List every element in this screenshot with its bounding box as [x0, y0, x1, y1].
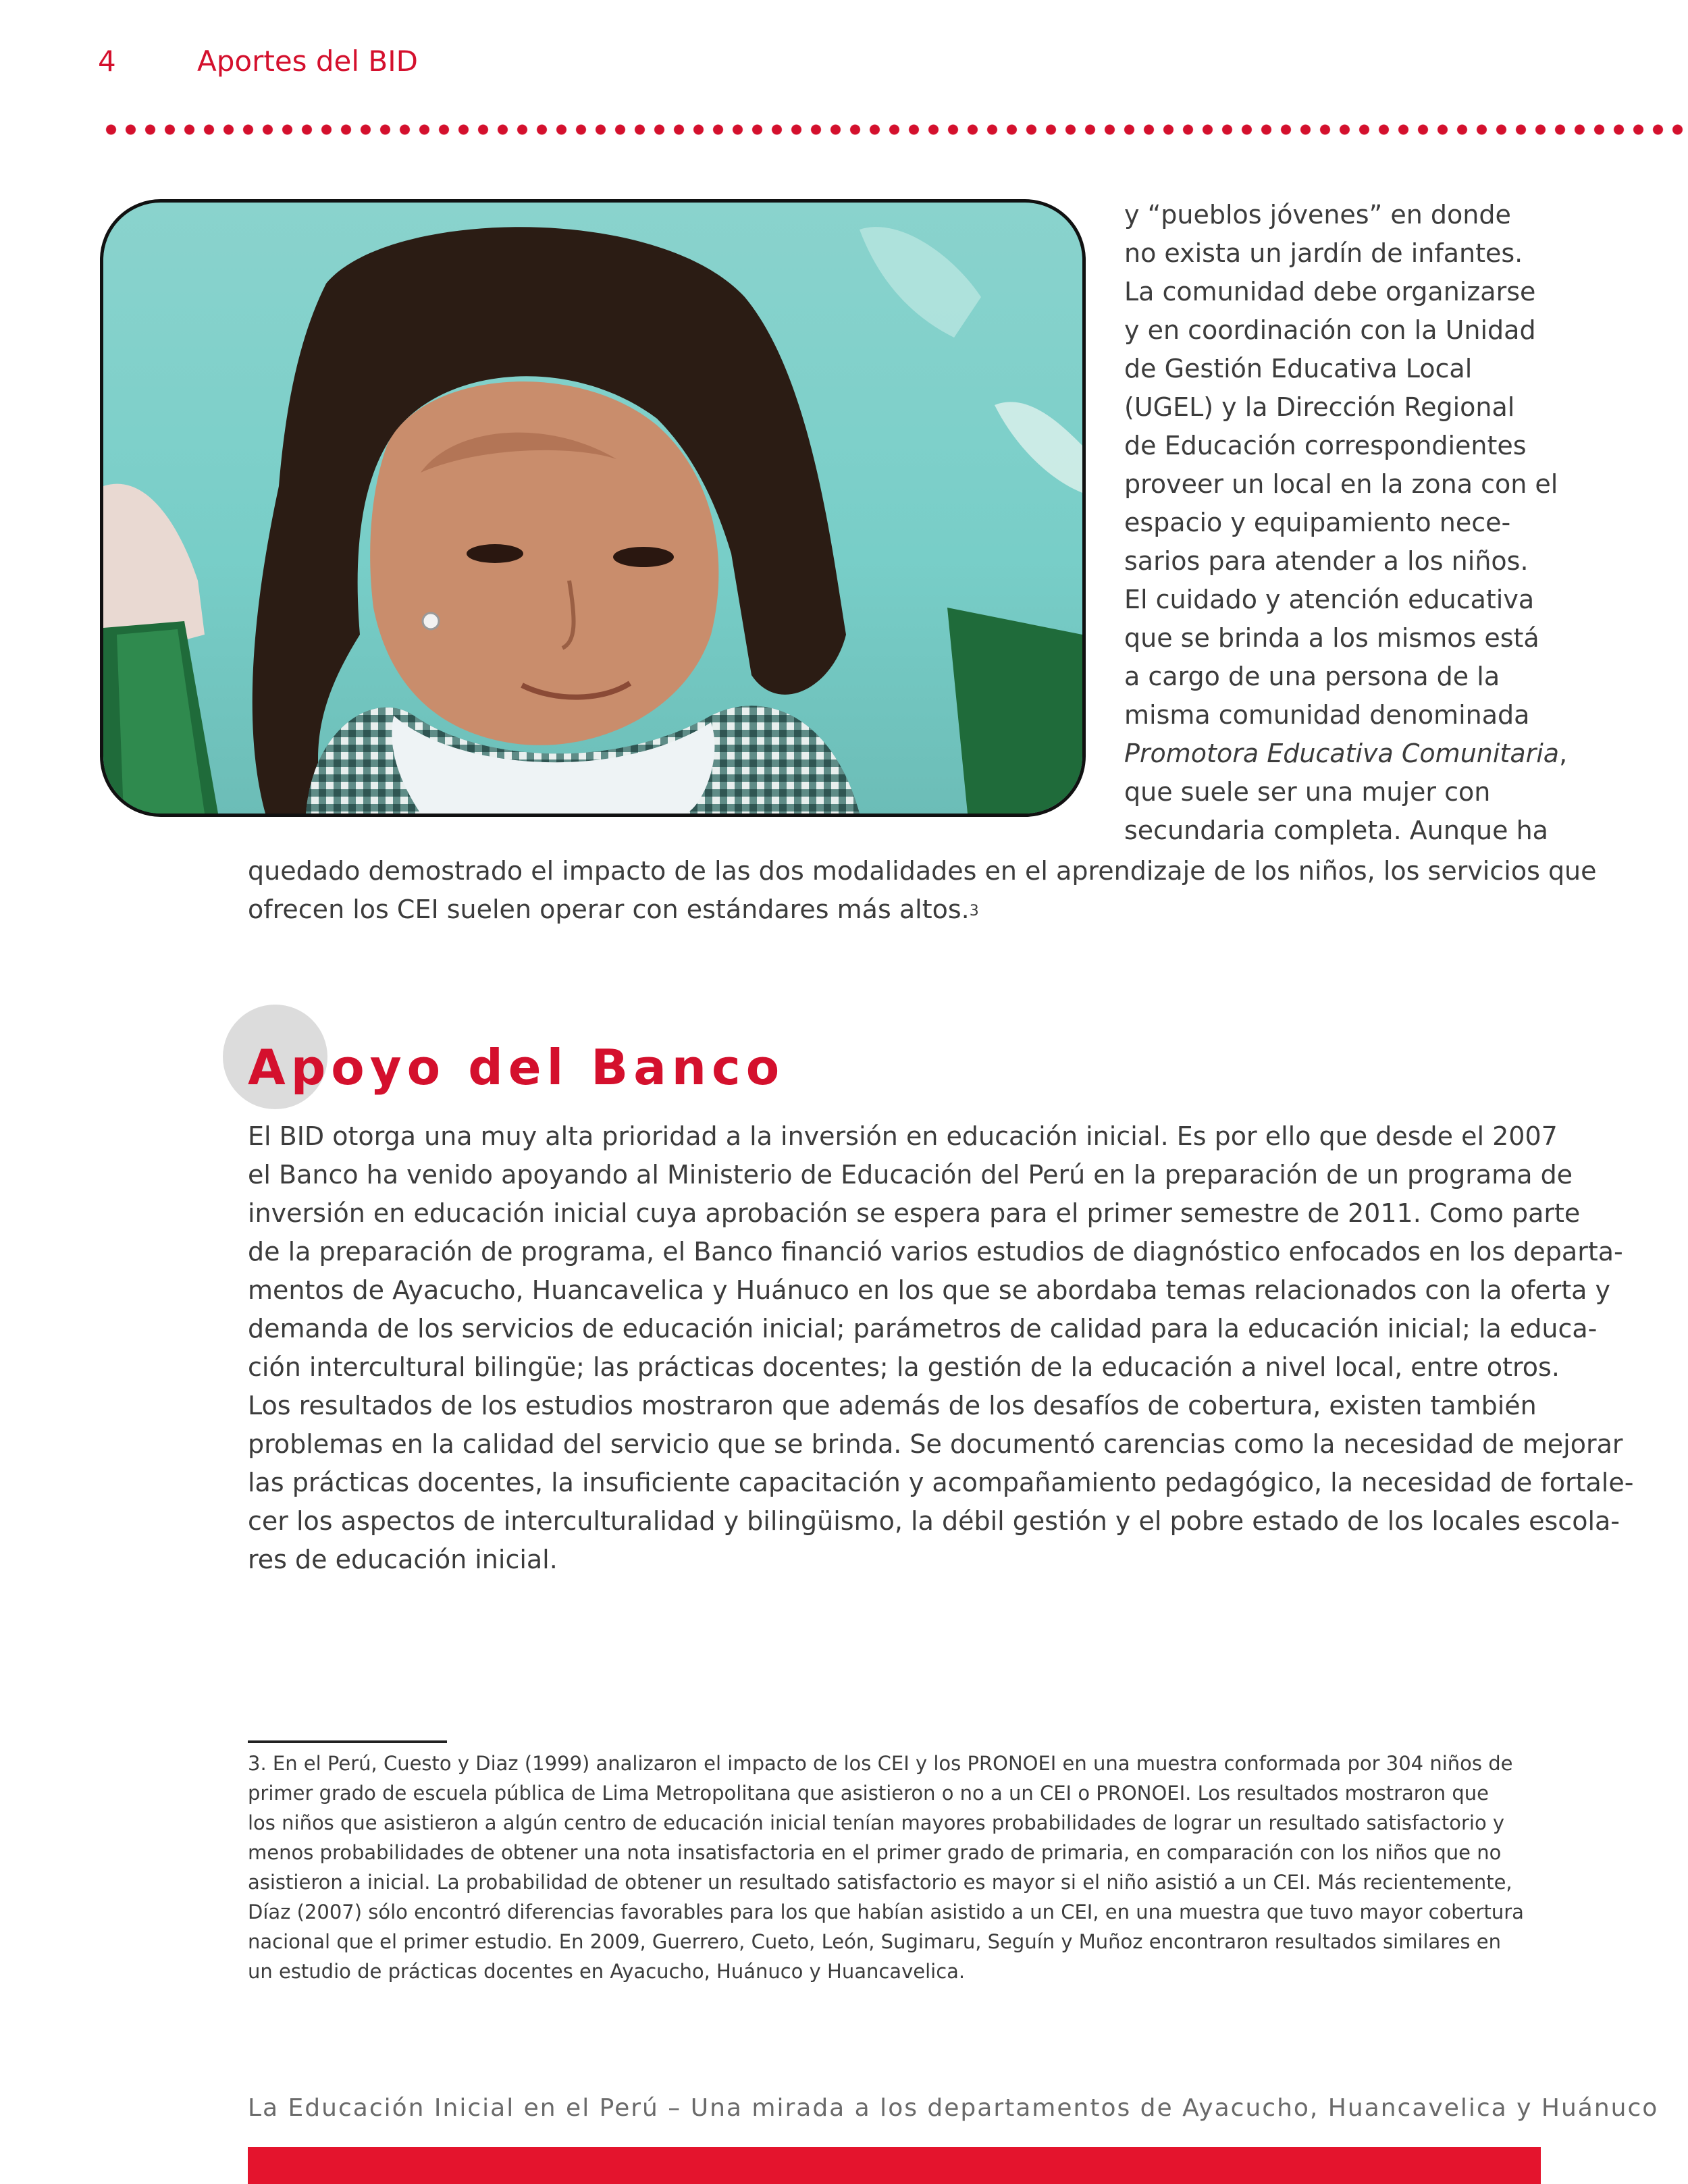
footnote-line: los niños que asistieron a algún centro de educación inicial tenían mayores probabilidades de lograr un resultado satisfactorio y [248, 1811, 1505, 1834]
footnote-line: 3. En el Perú, Cuesto y Diaz (1999) analizaron el impacto de los CEI y los PRONOEI en una muestra conformada por 304 niños de [248, 1752, 1513, 1775]
footnote-line: menos probabilidades de obtener una nota insatisfactoria en el primer grado de primaria, en comparación con los niños que no [248, 1841, 1502, 1864]
text-fragment: ofrecen los CEI suelen operar con estándares más altos. [248, 895, 970, 924]
dotted-divider [101, 124, 1688, 136]
text-line: no exista un jardín de infantes. [1124, 238, 1523, 268]
text-line: y “pueblos jóvenes” en donde [1124, 200, 1511, 230]
text-line-italic [1124, 735, 1568, 773]
text-line: de Educación correspondientes [1124, 431, 1527, 460]
text-line: Los resultados de los estudios mostraron que además de los desafíos de cobertura, existen también [248, 1391, 1537, 1420]
promotora-term: Promotora Educativa Comunitaria [1124, 739, 1560, 768]
comma: , [1559, 739, 1568, 768]
text-line: misma comunidad denominada [1124, 700, 1530, 730]
text-line: de la preparación de programa, el Banco financió varios estudios de diagnóstico enfocados en los departa- [248, 1237, 1623, 1267]
section-heading: Apoyo del Banco [248, 1039, 785, 1096]
text-line: ción intercultural bilingüe; las prácticas docentes; la gestión de la educación a nivel local, entre otros. [248, 1352, 1560, 1382]
text-line: espacio y equipamiento nece- [1124, 508, 1511, 537]
text-line: (UGEL) y la Dirección Regional [1124, 392, 1515, 422]
page-number: 4 [98, 45, 116, 78]
text-line: demanda de los servicios de educación inicial; parámetros de calidad para la educación inicial; la educa- [248, 1314, 1598, 1343]
text-line: y en coordinación con la Unidad [1124, 315, 1536, 345]
footnote-reference[interactable]: 3 [969, 903, 979, 920]
section-body-text [248, 1117, 1634, 1579]
text-line: sarios para atender a los niños. [1124, 546, 1529, 576]
text-line: El cuidado y atención educativa [1124, 585, 1535, 614]
footnote-text [248, 1749, 1531, 1986]
intro-column-text [1124, 196, 1568, 850]
text-line-with-ref [248, 890, 1531, 929]
footnote-rule [248, 1740, 447, 1743]
text-line: quedado demostrado el impacto de las dos modalidades en el aprendizaje de los niños, los servicios que [248, 856, 1597, 886]
running-header-title: Aportes del BID [197, 45, 418, 78]
text-line: La comunidad debe organizarse [1124, 277, 1536, 307]
footnote-line: un estudio de prácticas docentes en Ayacucho, Huánuco y Huancavelica. [248, 1960, 966, 1983]
text-line: a cargo de una persona de la [1124, 662, 1500, 691]
intro-wrap-text [248, 852, 1597, 929]
footnote-line: primer grado de escuela pública de Lima Metropolitana que asistieron o no a un CEI o PRONOEI. Los resultados mostraron que [248, 1782, 1489, 1805]
text-line: proveer un local en la zona con el [1124, 469, 1558, 499]
child-photo-illustration [103, 203, 1082, 814]
footnote-line: asistieron a inicial. La probabilidad de obtener un resultado satisfactorio es mayor si el niño asistió a un CEI. Más recientemente, [248, 1871, 1512, 1894]
text-line: que se brinda a los mismos está [1124, 623, 1539, 653]
running-footer: La Educación Inicial en el Perú – Una mirada a los departamentos de Ayacucho, Huancavelica y Huánuco [248, 2094, 1659, 2122]
child-photo [100, 199, 1086, 817]
footer-bar [248, 2147, 1541, 2184]
text-line: res de educación inicial. [248, 1545, 558, 1574]
text-line: inversión en educación inicial cuya aprobación se espera para el primer semestre de 2011. Como parte [248, 1198, 1581, 1228]
text-line: problemas en la calidad del servicio que se brinda. Se documentó carencias como la necesidad de mejorar [248, 1429, 1623, 1459]
footnote-line: Díaz (2007) sólo encontró diferencias favorables para los que habían asistido a un CEI, en una muestra que tuvo mayor cobertura [248, 1900, 1524, 1923]
text-line: secundaria completa. Aunque ha [1124, 816, 1548, 845]
text-line: el Banco ha venido apoyando al Ministerio de Educación del Perú en la preparación de un programa de [248, 1160, 1573, 1190]
footnote-line: nacional que el primer estudio. En 2009, Guerrero, Cueto, León, Sugimaru, Seguín y Muñoz encontraron resultados similares en [248, 1930, 1501, 1953]
text-line: que suele ser una mujer con [1124, 777, 1491, 807]
text-line: mentos de Ayacucho, Huancavelica y Huánuco en los que se abordaba temas relacionados con la oferta y [248, 1275, 1611, 1305]
text-line: las prácticas docentes, la insuficiente capacitación y acompañamiento pedagógico, la necesidad de fortale- [248, 1468, 1634, 1497]
text-line: cer los aspectos de interculturalidad y bilingüismo, la débil gestión y el pobre estado de los locales escola- [248, 1506, 1620, 1536]
text-line: El BID otorga una muy alta prioridad a la inversión en educación inicial. Es por ello que desde el 2007 [248, 1121, 1558, 1151]
text-line: de Gestión Educativa Local [1124, 354, 1473, 383]
